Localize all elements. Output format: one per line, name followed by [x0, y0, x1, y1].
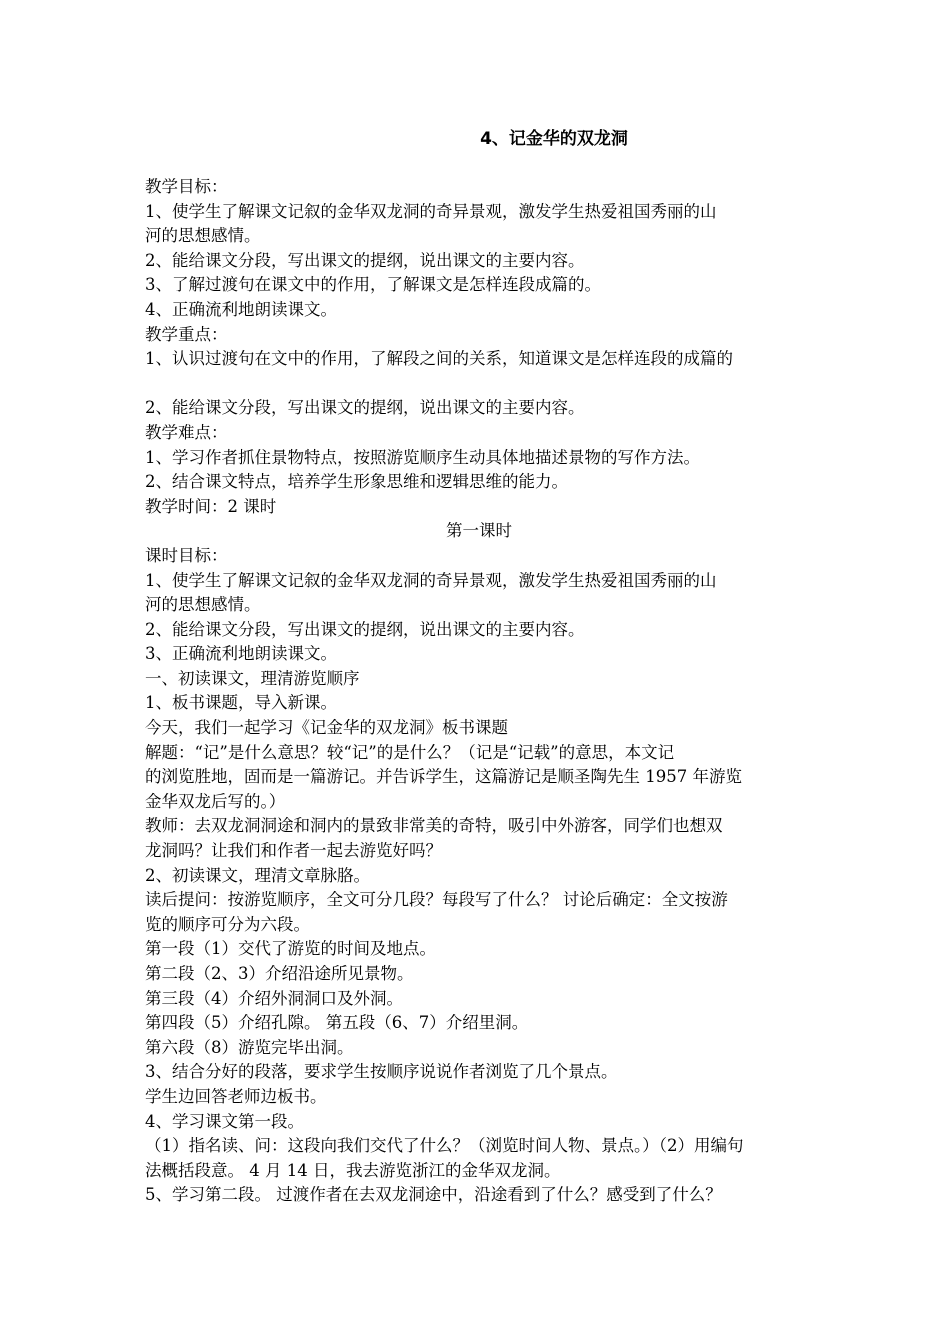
document-title: 4、记金华的双龙洞 [480, 129, 628, 149]
text-line: 河的思想感情。 [145, 595, 261, 615]
text-line: 3、结合分好的段落，要求学生按顺序说说作者浏览了几个景点。 [145, 1062, 618, 1082]
text-line: 第三段（4）介绍外洞洞口及外洞。 [145, 988, 403, 1008]
text-line: 解题：“记”是什么意思？较“记”的是什么？（记是“记载”的意思，本文记 [145, 742, 675, 762]
text-line: 教学时间：2 课时 [145, 496, 277, 516]
text-line: 教学目标： [145, 177, 228, 196]
text-line: 龙洞吗？让我们和作者一起去游览好吗？ [145, 841, 442, 861]
section-heading: 第一课时 [446, 521, 512, 541]
text-line: 第一段（1）交代了游览的时间及地点。 [145, 939, 436, 959]
text-line: 的浏览胜地，固而是一篇游记。并告诉学生，这篇游记是顺圣陶先生 1957 年游览 [145, 767, 742, 787]
text-line: 3、正确流利地朗读课文。 [145, 644, 337, 664]
text-line: 1、学习作者抓住景物特点，按照游览顺序生动具体地描述景物的写作方法。 [145, 447, 700, 467]
text-line: 学生边回答老师边板书。 [145, 1086, 327, 1106]
text-line: 1、使学生了解课文记叙的金华双龙洞的奇异景观，激发学生热爱祖国秀丽的山 [145, 570, 717, 590]
text-line: 教学难点： [145, 422, 228, 442]
text-line: 4、学习课文第一段。 [145, 1111, 304, 1131]
text-line: 1、使学生了解课文记叙的金华双龙洞的奇异景观，激发学生热爱祖国秀丽的山 [145, 201, 717, 221]
text-line: 法概括段意。 4 月 14 日，我去游览浙江的金华双龙洞。 [145, 1160, 561, 1180]
blank-line [145, 372, 813, 397]
document-page [145, 125, 813, 1208]
text-line: 2、能给课文分段，写出课文的提纲，说出课文的主要内容。 [145, 250, 585, 270]
text-line: 教学重点： [145, 324, 228, 344]
text-line: 课时目标： [145, 545, 228, 565]
text-line: 2、能给课文分段，写出课文的提纲，说出课文的主要内容。 [145, 619, 585, 639]
text-line: 1、板书课题，导入新课。 [145, 693, 337, 713]
text-line: 今天，我们一起学习《记金华的双龙洞》板书课题 [145, 718, 508, 738]
text-line: 4、正确流利地朗读课文。 [145, 299, 337, 319]
text-line: 2、结合课文特点，培养学生形象思维和逻辑思维的能力。 [145, 472, 568, 492]
text-line: 第六段（8）游览完毕出洞。 [145, 1037, 354, 1057]
text-line: （1）指名读、问：这段向我们交代了什么？（浏览时间人物、景点。）（2）用编句 [145, 1136, 744, 1156]
text-line: 1、认识过渡句在文中的作用，了解段之间的关系，知道课文是怎样连段的成篇的 [145, 349, 733, 369]
text-line: 2、初读课文，理清文章脉胳。 [145, 865, 370, 885]
text-line: 一、初读课文，理清游览顺序 [145, 668, 360, 688]
text-line: 金华双龙后写的。） [145, 791, 286, 811]
text-line: 第二段（2、3）介绍沿途所见景物。 [145, 964, 414, 983]
text-line: 河的思想感情。 [145, 226, 261, 246]
text-line: 3、了解过渡句在课文中的作用，了解课文是怎样连段成篇的。 [145, 275, 601, 295]
text-line: 读后提问：按游览顺序，全文可分几段？每段写了什么？ 讨论后确定：全文按游 [145, 890, 728, 910]
text-line: 览的顺序可分为六段。 [145, 914, 310, 934]
text-line: 5、学习第二段。 过渡作者在去双龙洞途中，沿途看到了什么？感受到了什么？ [145, 1185, 722, 1205]
text-line: 第四段（5）介绍孔隙。 第五段（6、7）介绍里洞。 [145, 1013, 529, 1033]
text-line: 教师：去双龙洞洞途和洞内的景致非常美的奇特，吸引中外游客，同学们也想双 [145, 816, 723, 836]
text-line: 2、能给课文分段，写出课文的提纲，说出课文的主要内容。 [145, 398, 585, 418]
